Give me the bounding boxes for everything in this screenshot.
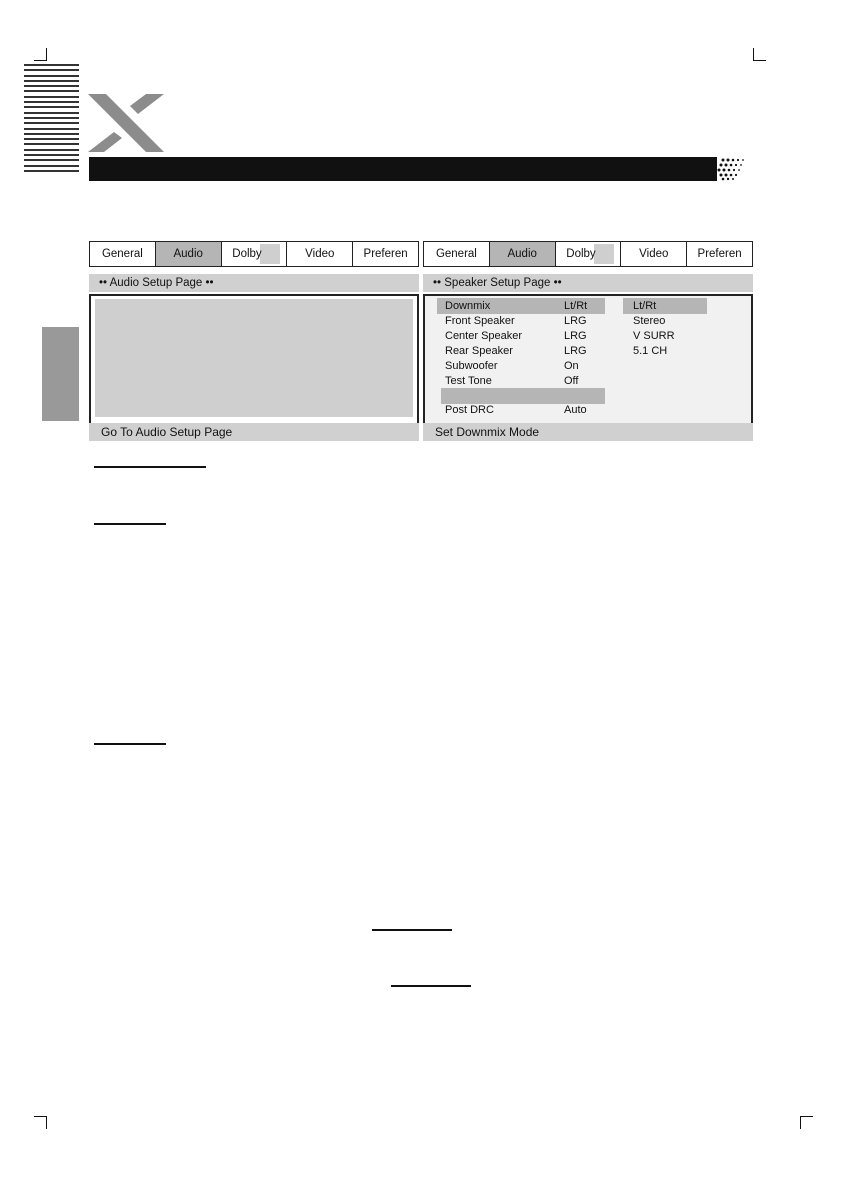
setting-row-subwoofer[interactable]: Subwoofer On <box>445 360 579 372</box>
tab-preferences[interactable]: Preferen <box>686 242 752 266</box>
heading-underline <box>94 523 166 525</box>
status-bar: Go To Audio Setup Page <box>89 423 419 441</box>
setting-row-test-tone[interactable]: Test Tone Off <box>445 375 579 387</box>
option-item[interactable]: Stereo <box>633 315 666 327</box>
settings-panel <box>89 294 419 426</box>
page-title: •• Audio Setup Page •• <box>89 274 419 292</box>
heading-underline <box>94 743 166 745</box>
heading-underline <box>94 466 206 468</box>
heading-underline <box>372 929 452 931</box>
settings-panel <box>423 294 753 426</box>
setting-row-downmix[interactable]: Downmix Lt/Rt <box>445 300 588 312</box>
tab-audio[interactable]: Audio <box>155 242 221 266</box>
option-item[interactable]: V SURR <box>633 330 675 342</box>
speaker-settings-list <box>425 296 751 424</box>
tab-general[interactable]: General <box>435 248 477 260</box>
tab-preferences[interactable]: Preferen <box>352 242 418 266</box>
page-title: •• Speaker Setup Page •• <box>423 274 753 292</box>
dot-pattern-icon <box>718 159 744 181</box>
menu-tab-bar <box>423 241 753 267</box>
empty-settings-area <box>95 299 413 417</box>
speaker-setup-screen <box>423 241 753 441</box>
crop-mark-top-right-icon <box>753 48 766 61</box>
option-item[interactable]: 5.1 CH <box>633 345 668 357</box>
crop-mark-top-left-icon <box>34 48 47 61</box>
language-side-tab <box>42 327 79 421</box>
setting-row-front-speaker[interactable]: Front Speaker LRG <box>445 315 587 327</box>
tab-video[interactable]: Video <box>620 242 686 266</box>
tab-audio[interactable]: Audio <box>489 242 555 266</box>
heading-underline <box>391 985 471 987</box>
crop-mark-bottom-left-icon <box>34 1116 47 1129</box>
blank-setting-row <box>441 388 605 404</box>
tab-general[interactable]: General <box>101 248 143 260</box>
tab-dolby[interactable]: Dolby <box>221 242 287 266</box>
menu-tab-bar <box>89 241 419 267</box>
crop-mark-bottom-right-icon <box>800 1116 813 1129</box>
option-item[interactable]: Lt/Rt <box>633 300 657 312</box>
tab-dolby[interactable]: Dolby <box>555 242 621 266</box>
brand-x-logo <box>84 90 176 154</box>
section-header-bar <box>89 157 749 181</box>
margin-stripes <box>24 64 79 178</box>
setting-row-post-drc[interactable]: Post DRC Auto <box>445 404 587 416</box>
setting-row-center-speaker[interactable]: Center Speaker LRG <box>445 330 587 342</box>
tab-video[interactable]: Video <box>286 242 352 266</box>
status-bar: Set Downmix Mode <box>423 423 753 441</box>
setting-row-rear-speaker[interactable]: Rear Speaker LRG <box>445 345 587 357</box>
audio-setup-screen <box>89 241 419 441</box>
